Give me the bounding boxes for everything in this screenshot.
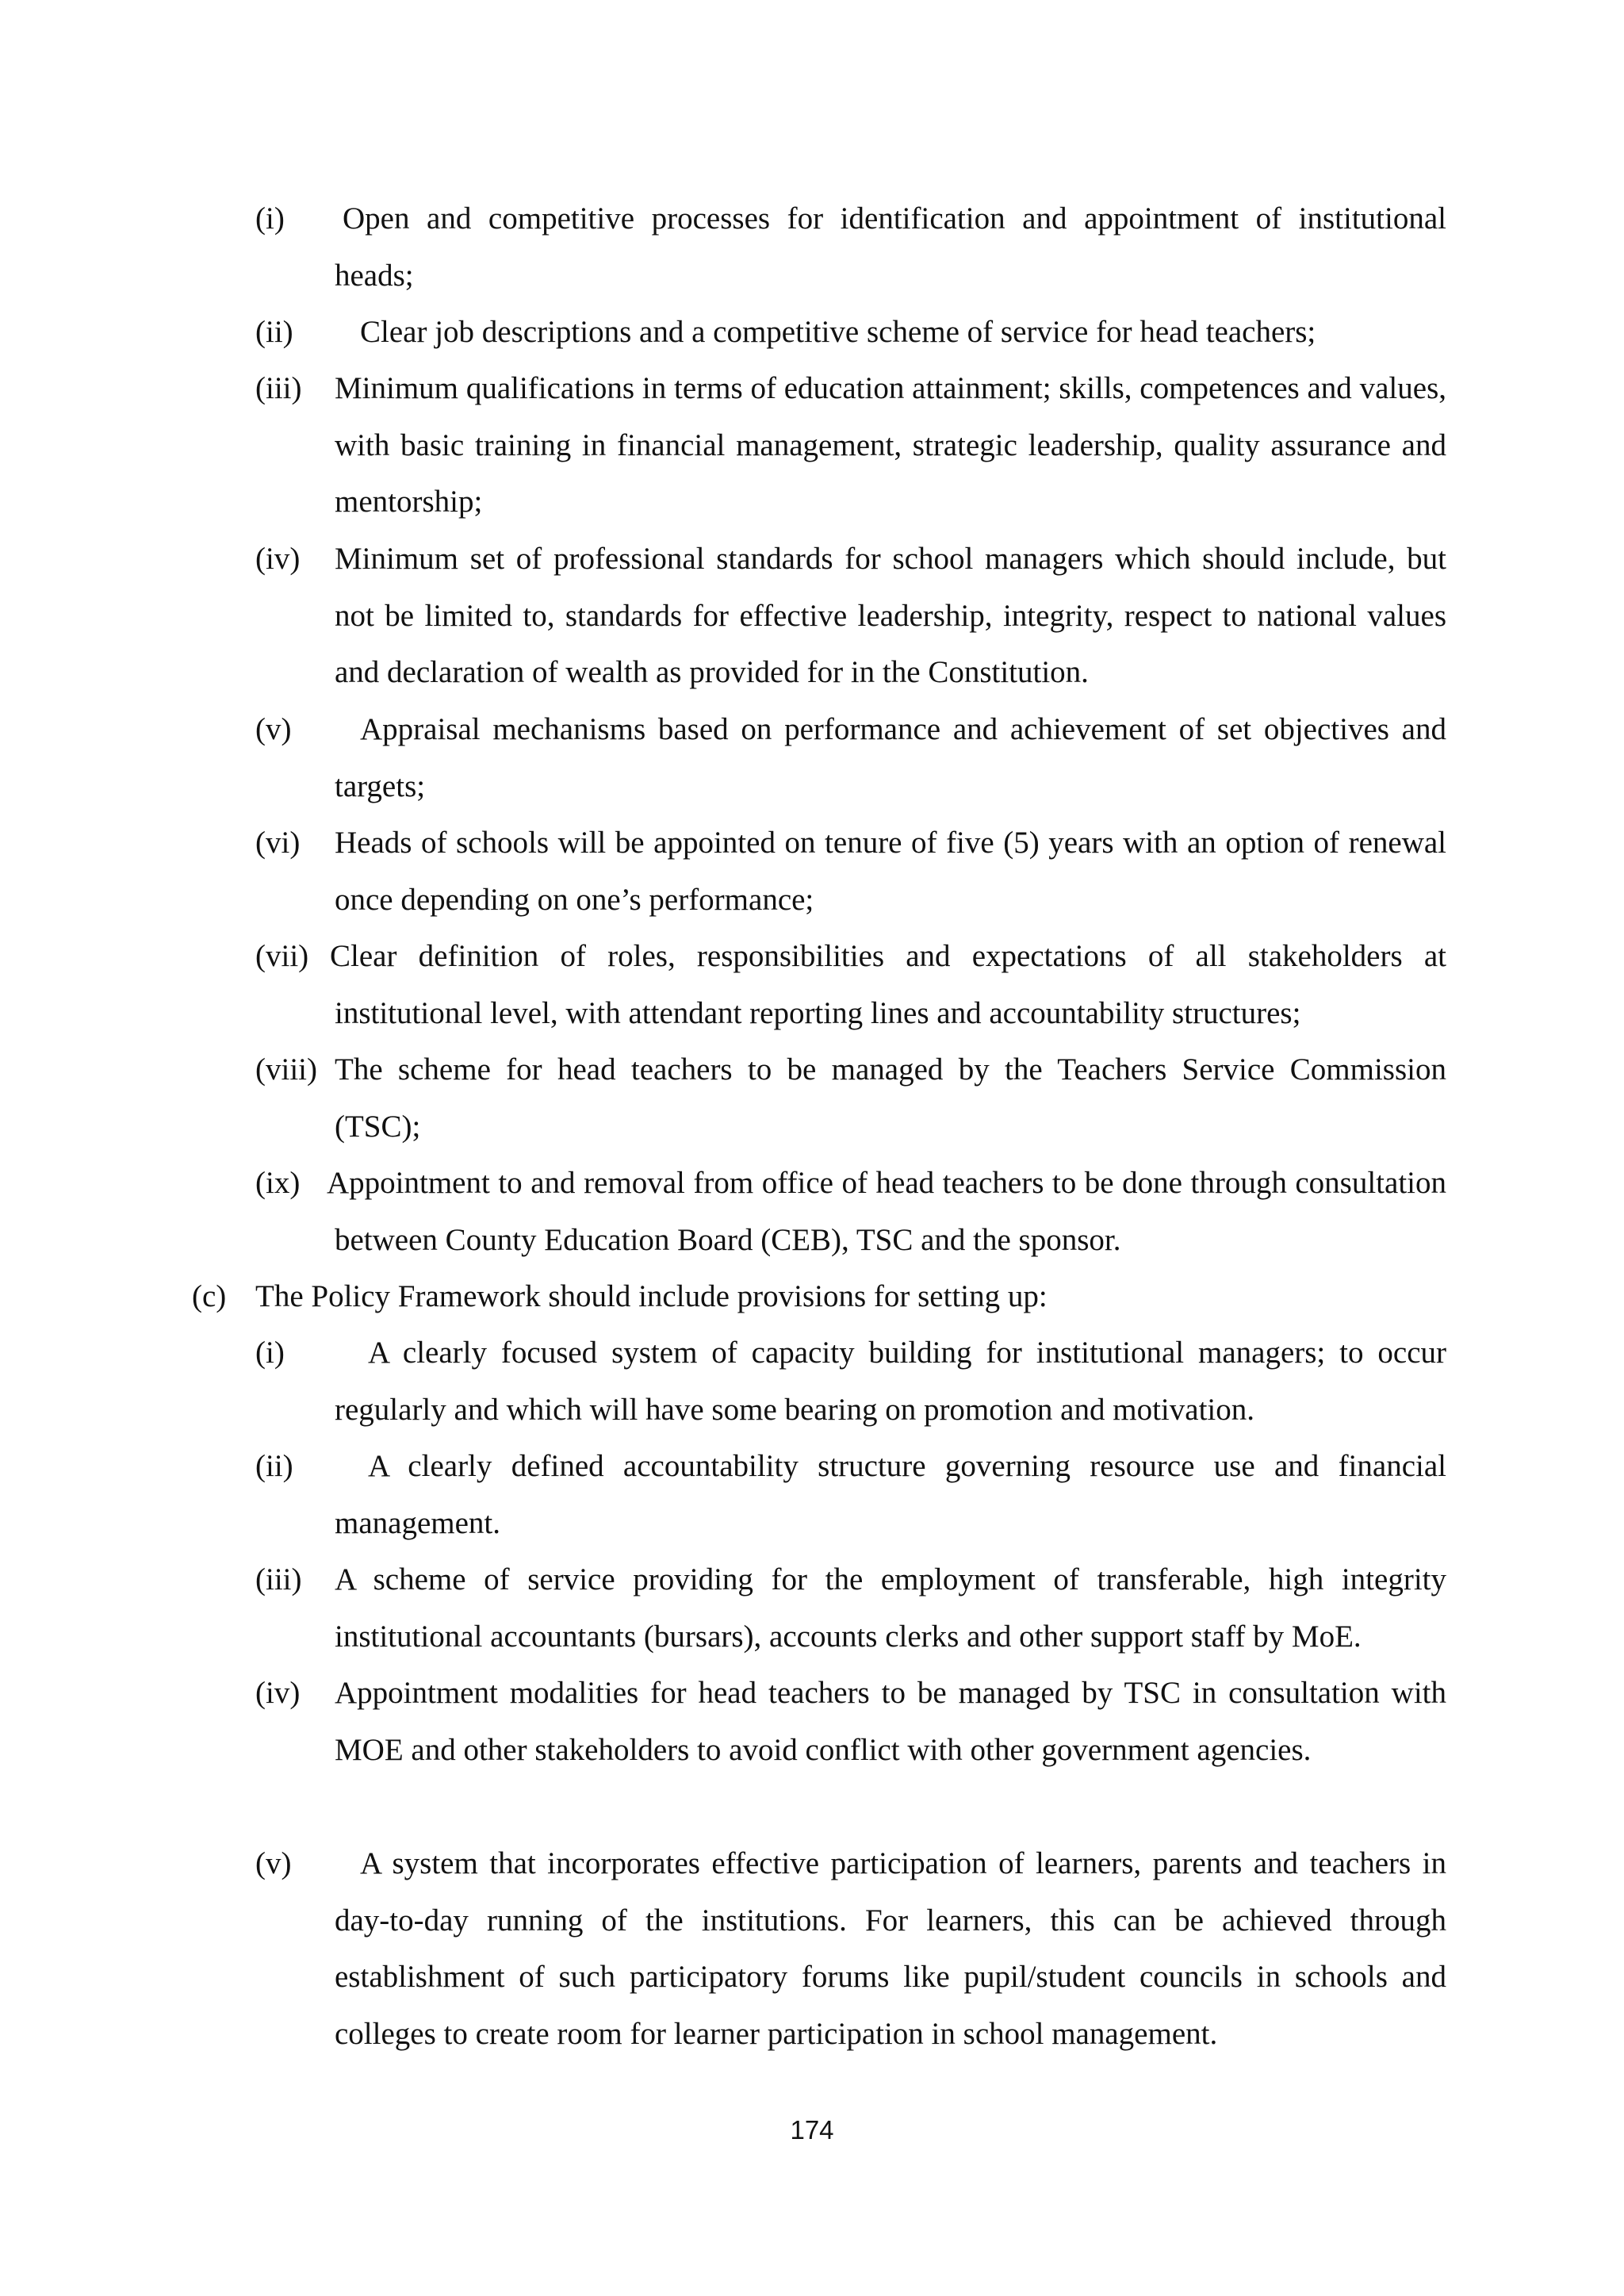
list-item-text: Clear definition of roles, responsibilities and expectations of all stakeholders at institutional level, with attendant reporting lines and accountability structures; [330,939,1446,1030]
list-marker: (ix) [255,1166,301,1200]
list-item-text: A clearly defined accountability structure governing resource use and financial management. [335,1449,1446,1540]
list-marker: (ii) [255,315,293,349]
list-marker: (iii) [255,1562,302,1596]
list-marker: (i) [255,201,285,236]
list-marker: (ii) [255,1449,293,1483]
list-item-text: Minimum set of professional standards for school managers which should include, but not be limited to, standards for effective leadership, integrity, respect to national values and declaration of wealth as provided for in the Constitution. [335,542,1446,689]
list-item-text: Heads of schools will be appointed on tenure of five (5) years with an option of renewal once depending on one’s performance; [335,826,1446,917]
list-marker: (v) [255,1846,292,1880]
list-item-text: A clearly focused system of capacity building for institutional managers; to occur regularly and which will have some bearing on promotion and motivation. [335,1336,1446,1427]
page-number: 174 [790,2115,834,2145]
list-marker: (iv) [255,1676,301,1710]
list-marker: (i) [255,1336,285,1370]
section-heading-text: The Policy Framework should include provisions for setting up: [255,1279,1048,1313]
list-item-text: Appointment modalities for head teachers to be managed by TSC in consultation with MOE and other stakeholders to avoid conflict with other government agencies. [335,1676,1446,1767]
list-item-text: A system that incorporates effective participation of learners, parents and teachers in day-to-day running of the institutions. For learners, this can be achieved through establishment of such participatory forums like pupil/student councils in schools and colleges to create room for learner participation in school management. [335,1846,1446,2051]
list-item-text: Minimum qualifications in terms of education attainment; skills, competences and values, with basic training in financial management, strategic leadership, quality assurance and mentorship; [335,371,1446,519]
list-marker: (iv) [255,542,301,576]
list-marker: (viii) [255,1052,317,1087]
section-marker: (c) [192,1279,227,1313]
list-marker: (vii) [255,939,309,973]
list-item-text: Clear job descriptions and a competitive scheme of service for head teachers; [360,315,1316,349]
list-marker: (iii) [255,371,302,405]
list-item-text: Appointment to and removal from office of head teachers to be done through consultation between County Education Board (CEB), TSC and the sponsor. [327,1166,1446,1257]
list-item-text: Appraisal mechanisms based on performance and achievement of set objectives and targets; [335,712,1446,803]
list-item-text: Open and competitive processes for identification and appointment of institutional heads; [335,201,1446,293]
list-marker: (vi) [255,826,301,860]
list-item-text: A scheme of service providing for the employment of transferable, high integrity institutional accountants (bursars), accounts clerks and other support staff by MoE. [335,1562,1446,1654]
list-item-text: The scheme for head teachers to be managed by the Teachers Service Commission (TSC); [335,1052,1446,1144]
list-marker: (v) [255,712,292,746]
